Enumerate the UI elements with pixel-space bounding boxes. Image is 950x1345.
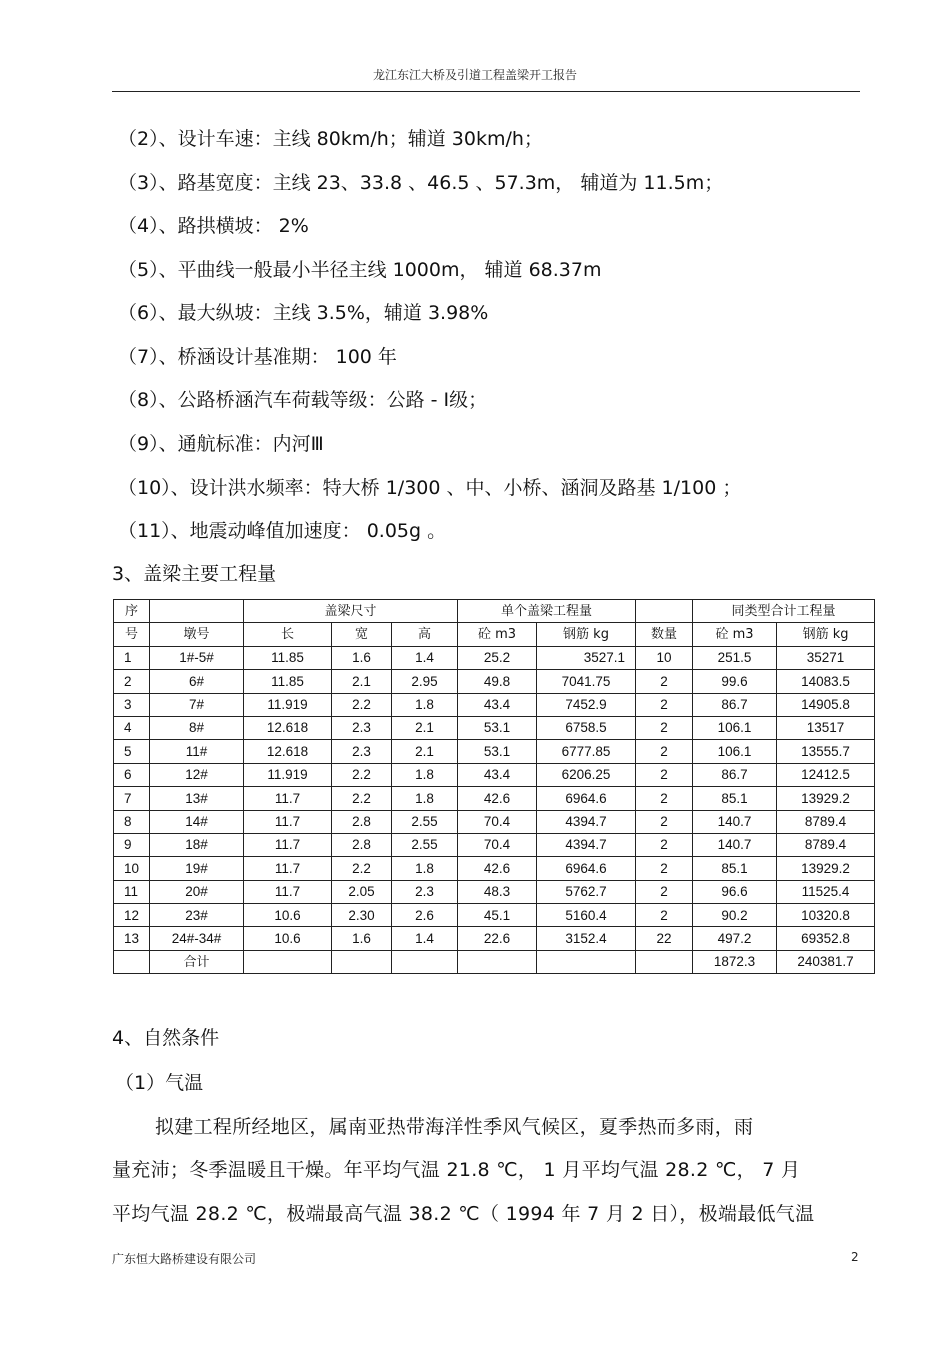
footer-company: 广东恒大路桥建设有限公司 [112, 1252, 257, 1266]
cell-pier: 19# [150, 857, 244, 880]
total-empty-cell [244, 950, 332, 973]
cell-pier: 8# [150, 716, 244, 739]
header-count: 数量 [636, 623, 693, 646]
total-empty-cell [332, 950, 392, 973]
cell-height: 2.55 [392, 810, 458, 833]
table-row [114, 670, 875, 693]
cell-total-concrete: 251.5 [693, 646, 777, 669]
cell-total-steel: 13517 [777, 716, 875, 739]
total-concrete: 1872.3 [693, 950, 777, 973]
cell-count: 2 [636, 763, 693, 786]
cell-width: 2.3 [332, 740, 392, 763]
cell-height: 1.4 [392, 927, 458, 950]
cell-concrete: 42.6 [458, 787, 537, 810]
cell-count: 2 [636, 670, 693, 693]
header-divider [112, 91, 860, 92]
cell-total-steel: 14083.5 [777, 670, 875, 693]
footer-page-number: 2 [851, 1250, 859, 1264]
cell-steel: 6964.6 [537, 787, 636, 810]
cell-steel: 4394.7 [537, 810, 636, 833]
cell-pier: 12# [150, 763, 244, 786]
cell-width: 2.05 [332, 880, 392, 903]
table-row [114, 880, 875, 903]
cell-total-concrete: 497.2 [693, 927, 777, 950]
cell-concrete: 48.3 [458, 880, 537, 903]
cell-count: 2 [636, 740, 693, 763]
cell-seq: 4 [114, 716, 150, 739]
header-height: 高 [392, 623, 458, 646]
cell-concrete: 45.1 [458, 904, 537, 927]
cell-width: 1.6 [332, 927, 392, 950]
cell-length: 10.6 [244, 904, 332, 927]
total-seq-cell [114, 950, 150, 973]
header-seq-top: 序 [114, 600, 150, 623]
table-row [114, 646, 875, 669]
header-length: 长 [244, 623, 332, 646]
cell-height: 1.8 [392, 763, 458, 786]
table-header-row-2 [114, 623, 875, 646]
table-row [114, 693, 875, 716]
cell-count: 2 [636, 716, 693, 739]
header-pier: 墩号 [150, 623, 244, 646]
cell-concrete: 25.2 [458, 646, 537, 669]
header-blank-pier [150, 600, 244, 623]
section-4-title: 4、自然条件 [112, 1027, 220, 1049]
cell-width: 2.8 [332, 833, 392, 856]
cell-count: 2 [636, 693, 693, 716]
cell-total-concrete: 99.6 [693, 670, 777, 693]
cell-seq: 12 [114, 904, 150, 927]
header-concrete: 砼 m3 [458, 623, 537, 646]
cell-concrete: 70.4 [458, 833, 537, 856]
cell-width: 2.8 [332, 810, 392, 833]
cell-seq: 9 [114, 833, 150, 856]
cell-steel: 7041.75 [537, 670, 636, 693]
cell-concrete: 53.1 [458, 740, 537, 763]
cell-height: 1.8 [392, 857, 458, 880]
cell-concrete: 43.4 [458, 763, 537, 786]
cell-height: 2.55 [392, 833, 458, 856]
cell-steel: 3152.4 [537, 927, 636, 950]
cell-total-steel: 11525.4 [777, 880, 875, 903]
total-empty-cell [636, 950, 693, 973]
cell-total-concrete: 140.7 [693, 833, 777, 856]
cell-steel: 6964.6 [537, 857, 636, 880]
cell-count: 22 [636, 927, 693, 950]
cell-seq: 3 [114, 693, 150, 716]
cell-length: 11.7 [244, 880, 332, 903]
section-3-title: 3、盖梁主要工程量 [112, 563, 277, 585]
cell-width: 2.2 [332, 693, 392, 716]
cell-steel: 6206.25 [537, 763, 636, 786]
header-steel: 钢筋 kg [537, 623, 636, 646]
table-body [114, 646, 875, 950]
cell-total-steel: 12412.5 [777, 763, 875, 786]
header-blank-count [636, 600, 693, 623]
cell-count: 10 [636, 646, 693, 669]
cell-height: 1.8 [392, 693, 458, 716]
cell-pier: 20# [150, 880, 244, 903]
table-row [114, 833, 875, 856]
cell-length: 10.6 [244, 927, 332, 950]
cell-count: 2 [636, 857, 693, 880]
total-label: 合计 [150, 950, 244, 973]
capbeam-quantity-table [113, 599, 875, 974]
cell-seq: 6 [114, 763, 150, 786]
cell-steel: 4394.7 [537, 833, 636, 856]
cell-total-steel: 35271 [777, 646, 875, 669]
cell-pier: 24#-34# [150, 927, 244, 950]
cell-count: 2 [636, 833, 693, 856]
cell-total-concrete: 86.7 [693, 693, 777, 716]
cell-total-concrete: 140.7 [693, 810, 777, 833]
total-empty-cell [458, 950, 537, 973]
cell-length: 12.618 [244, 740, 332, 763]
cell-concrete: 70.4 [458, 810, 537, 833]
cell-concrete: 42.6 [458, 857, 537, 880]
cell-width: 2.2 [332, 787, 392, 810]
cell-seq: 2 [114, 670, 150, 693]
header-width: 宽 [332, 623, 392, 646]
cell-total-concrete: 96.6 [693, 880, 777, 903]
header-total-steel: 钢筋 kg [777, 623, 875, 646]
spec-line-design-period: （7）、桥涵设计基准期： 100 年 [118, 346, 397, 368]
cell-length: 11.7 [244, 857, 332, 880]
cell-total-concrete: 85.1 [693, 857, 777, 880]
cell-width: 2.3 [332, 716, 392, 739]
cell-seq: 11 [114, 880, 150, 903]
cell-pier: 23# [150, 904, 244, 927]
header-seq-bottom: 号 [114, 623, 150, 646]
cell-height: 2.6 [392, 904, 458, 927]
total-empty-cell [392, 950, 458, 973]
cell-count: 2 [636, 904, 693, 927]
spec-line-design-speed: （2）、设计车速：主线 80km/h；辅道 30km/h； [118, 128, 543, 150]
cell-concrete: 53.1 [458, 716, 537, 739]
spec-line-flood-frequency: （10）、设计洪水频率：特大桥 1/300 、中、小桥、涵洞及路基 1/100 ； [118, 477, 742, 499]
cell-steel: 5762.7 [537, 880, 636, 903]
cell-seq: 10 [114, 857, 150, 880]
cell-total-steel: 8789.4 [777, 810, 875, 833]
paragraph-line: 平均气温 28.2 ℃，极端最高气温 38.2 ℃（ 1994 年 7 月 2 日），极端最低气温 [112, 1203, 815, 1225]
cell-steel: 5160.4 [537, 904, 636, 927]
cell-concrete: 43.4 [458, 693, 537, 716]
cell-height: 2.1 [392, 740, 458, 763]
cell-total-steel: 10320.8 [777, 904, 875, 927]
table-row [114, 927, 875, 950]
cell-total-steel: 13929.2 [777, 787, 875, 810]
cell-total-steel: 13555.7 [777, 740, 875, 763]
table-header-row-1 [114, 600, 875, 623]
cell-pier: 6# [150, 670, 244, 693]
cell-pier: 18# [150, 833, 244, 856]
cell-total-steel: 14905.8 [777, 693, 875, 716]
spec-line-curve-radius: （5）、平曲线一般最小半径主线 1000m， 辅道 68.37m [118, 259, 602, 281]
cell-seq: 8 [114, 810, 150, 833]
cell-pier: 13# [150, 787, 244, 810]
table-row [114, 740, 875, 763]
table-total-row [114, 950, 875, 973]
spec-line-navigation: （9）、通航标准：内河Ⅲ [118, 433, 324, 455]
cell-count: 2 [636, 880, 693, 903]
cell-width: 2.2 [332, 857, 392, 880]
header-total-concrete: 砼 m3 [693, 623, 777, 646]
cell-total-steel: 13929.2 [777, 857, 875, 880]
total-steel: 240381.7 [777, 950, 875, 973]
cell-concrete: 49.8 [458, 670, 537, 693]
table-row [114, 763, 875, 786]
cell-height: 2.95 [392, 670, 458, 693]
cell-width: 2.30 [332, 904, 392, 927]
cell-steel: 6777.85 [537, 740, 636, 763]
cell-seq: 1 [114, 646, 150, 669]
cell-total-concrete: 106.1 [693, 716, 777, 739]
cell-height: 2.3 [392, 880, 458, 903]
cell-pier: 7# [150, 693, 244, 716]
cell-length: 11.7 [244, 810, 332, 833]
header-single-group: 单个盖梁工程量 [458, 600, 636, 623]
cell-length: 11.85 [244, 646, 332, 669]
cell-width: 1.6 [332, 646, 392, 669]
cell-seq: 5 [114, 740, 150, 763]
cell-pier: 11# [150, 740, 244, 763]
subsection-temperature-title: （1）气温 [115, 1072, 204, 1094]
cell-length: 11.919 [244, 693, 332, 716]
cell-seq: 13 [114, 927, 150, 950]
cell-height: 1.4 [392, 646, 458, 669]
cell-total-concrete: 85.1 [693, 787, 777, 810]
header-size-group: 盖梁尺寸 [244, 600, 458, 623]
cell-concrete: 22.6 [458, 927, 537, 950]
table-row [114, 857, 875, 880]
cell-width: 2.1 [332, 670, 392, 693]
spec-line-load-grade: （8）、公路桥涵汽车荷载等级：公路 - Ⅰ级； [118, 389, 488, 411]
cell-total-steel: 8789.4 [777, 833, 875, 856]
spec-line-crown-slope: （4）、路拱横坡： 2% [118, 215, 309, 237]
cell-total-concrete: 90.2 [693, 904, 777, 927]
cell-count: 2 [636, 810, 693, 833]
spec-line-seismic: （11）、地震动峰值加速度： 0.05g 。 [118, 520, 447, 542]
header-total-group: 同类型合计工程量 [693, 600, 875, 623]
cell-steel: 7452.9 [537, 693, 636, 716]
cell-steel: 6758.5 [537, 716, 636, 739]
cell-total-steel: 69352.8 [777, 927, 875, 950]
cell-count: 2 [636, 787, 693, 810]
cell-pier: 14# [150, 810, 244, 833]
table-row [114, 716, 875, 739]
cell-total-concrete: 86.7 [693, 763, 777, 786]
spec-line-max-grade: （6）、最大纵坡：主线 3.5%，辅道 3.98% [118, 302, 489, 324]
cell-length: 11.7 [244, 787, 332, 810]
cell-length: 11.85 [244, 670, 332, 693]
cell-seq: 7 [114, 787, 150, 810]
cell-steel: 3527.1 [537, 646, 636, 669]
table-row [114, 904, 875, 927]
cell-height: 2.1 [392, 716, 458, 739]
paragraph-line: 拟建工程所经地区，属南亚热带海洋性季风气候区，夏季热而多雨，雨 [155, 1116, 754, 1138]
cell-length: 12.618 [244, 716, 332, 739]
cell-length: 11.7 [244, 833, 332, 856]
cell-length: 11.919 [244, 763, 332, 786]
cell-height: 1.8 [392, 787, 458, 810]
paragraph-line: 量充沛；冬季温暖且干燥。年平均气温 21.8 ℃， 1 月平均气温 28.2 ℃， 7 月 [112, 1159, 801, 1181]
table-row [114, 787, 875, 810]
cell-total-concrete: 106.1 [693, 740, 777, 763]
cell-pier: 1#-5# [150, 646, 244, 669]
spec-line-subgrade-width: （3）、路基宽度：主线 23、33.8 、46.5 、57.3m， 辅道为 11.5m； [118, 172, 724, 194]
table-row [114, 810, 875, 833]
cell-width: 2.2 [332, 763, 392, 786]
total-empty-cell [537, 950, 636, 973]
page-header-title: 龙江东江大桥及引道工程盖梁开工报告 [372, 68, 577, 82]
